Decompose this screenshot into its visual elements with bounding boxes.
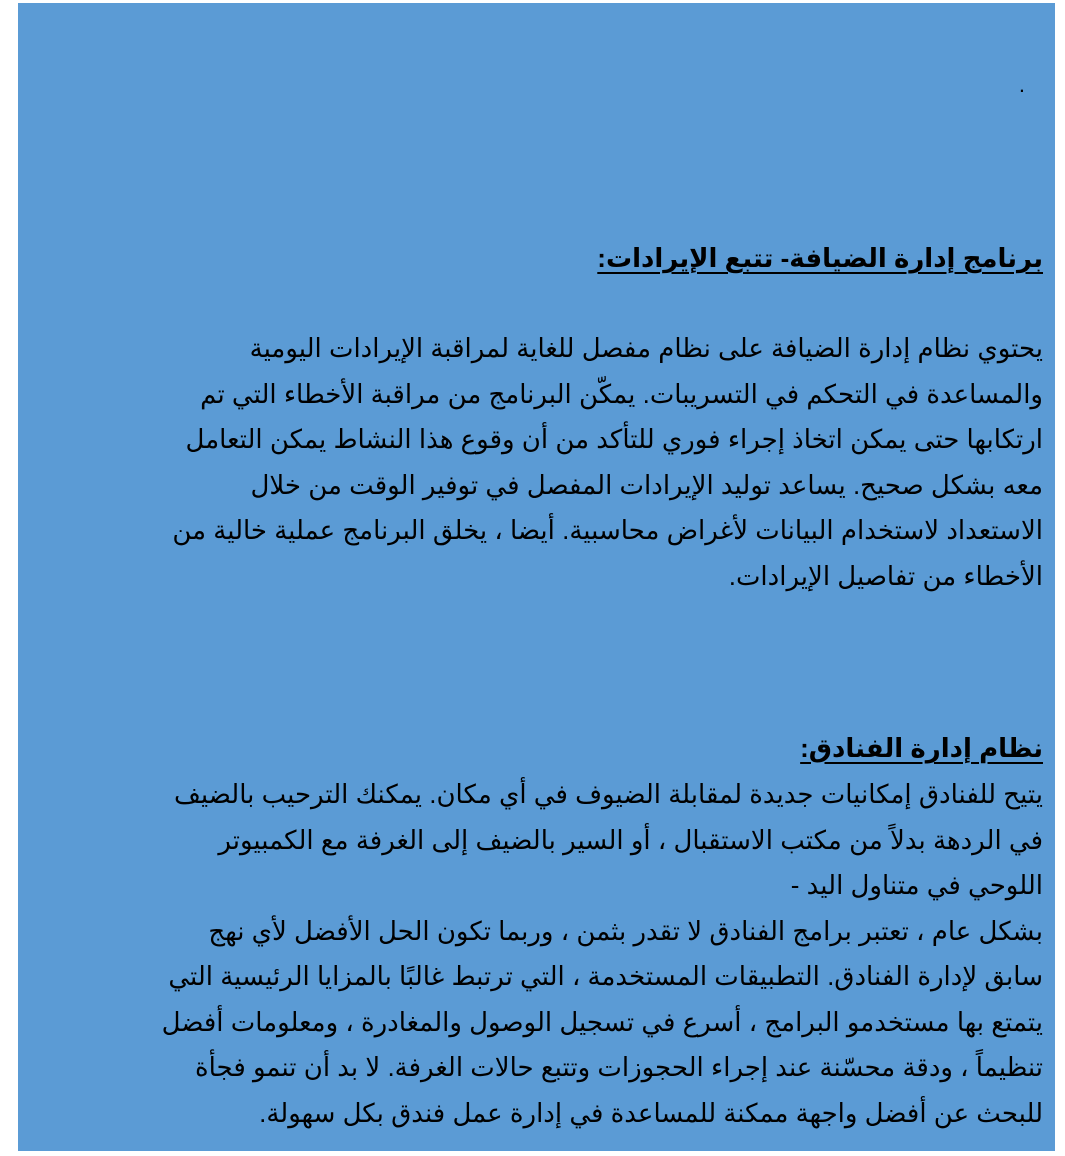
body-line: يحتوي نظام إدارة الضيافة على نظام مفصل للغاية لمراقبة الإيرادات اليومية <box>249 333 1043 363</box>
body-line: يتمتع بها مستخدمو البرامج ، أسرع في تسجيل الوصول والمغادرة ، ومعلومات أفضل <box>161 1006 1043 1037</box>
body-line: تنظيماً ، ودقة محسّنة عند إجراء الحجوزات وتتبع حالات الغرفة. لا بد أن تنمو فجأة <box>195 1052 1043 1082</box>
document-panel <box>18 3 1055 1151</box>
body-line: سابق لإدارة الفنادق. التطبيقات المستخدمة ، التي ترتبط غالبًا بالمزايا الرئيسية التي <box>168 961 1043 991</box>
body-line: اللوحي في متناول اليد - <box>790 870 1043 900</box>
body-line: معه بشكل صحيح. يساعد توليد الإيرادات المفصل في توفير الوقت من خلال <box>250 469 1043 500</box>
body-line: الأخطاء من تفاصيل الإيرادات. <box>728 560 1043 591</box>
section-body-revenue-tracking <box>34 326 1043 599</box>
body-line: والمساعدة في التحكم في التسريبات. يمكّن البرنامج من مراقبة الأخطاء التي تم <box>200 378 1043 409</box>
body-line: يتيح للفنادق إمكانيات جديدة لمقابلة الضيوف في أي مكان. يمكنك الترحيب بالضيف <box>174 779 1043 809</box>
section-heading-revenue-tracking: برنامج إدارة الضيافة- تتبع الإيرادات: <box>597 243 1043 273</box>
body-line: الاستعداد لاستخدام البيانات لأغراض محاسبية. أيضا ، يخلق البرنامج عملية خالية من <box>172 515 1043 545</box>
leading-mark: . <box>1018 72 1025 97</box>
body-line: ارتكابها حتى يمكن اتخاذ إجراء فوري للتأكد من أن وقوع هذا النشاط يمكن التعامل <box>185 424 1043 454</box>
body-line: بشكل عام ، تعتبر برامج الفنادق لا تقدر بثمن ، وربما تكون الحل الأفضل لأي نهج <box>208 915 1043 946</box>
body-line: في الردهة بدلاً من مكتب الاستقبال ، أو السير بالضيف إلى الغرفة مع الكمبيوتر <box>218 824 1043 855</box>
section-heading-hotel-management: نظام إدارة الفنادق: <box>800 733 1043 763</box>
section-body-hotel-management <box>34 772 1043 1136</box>
body-line: للبحث عن أفضل واجهة ممكنة للمساعدة في إدارة عمل فندق بكل سهولة. <box>259 1097 1043 1128</box>
